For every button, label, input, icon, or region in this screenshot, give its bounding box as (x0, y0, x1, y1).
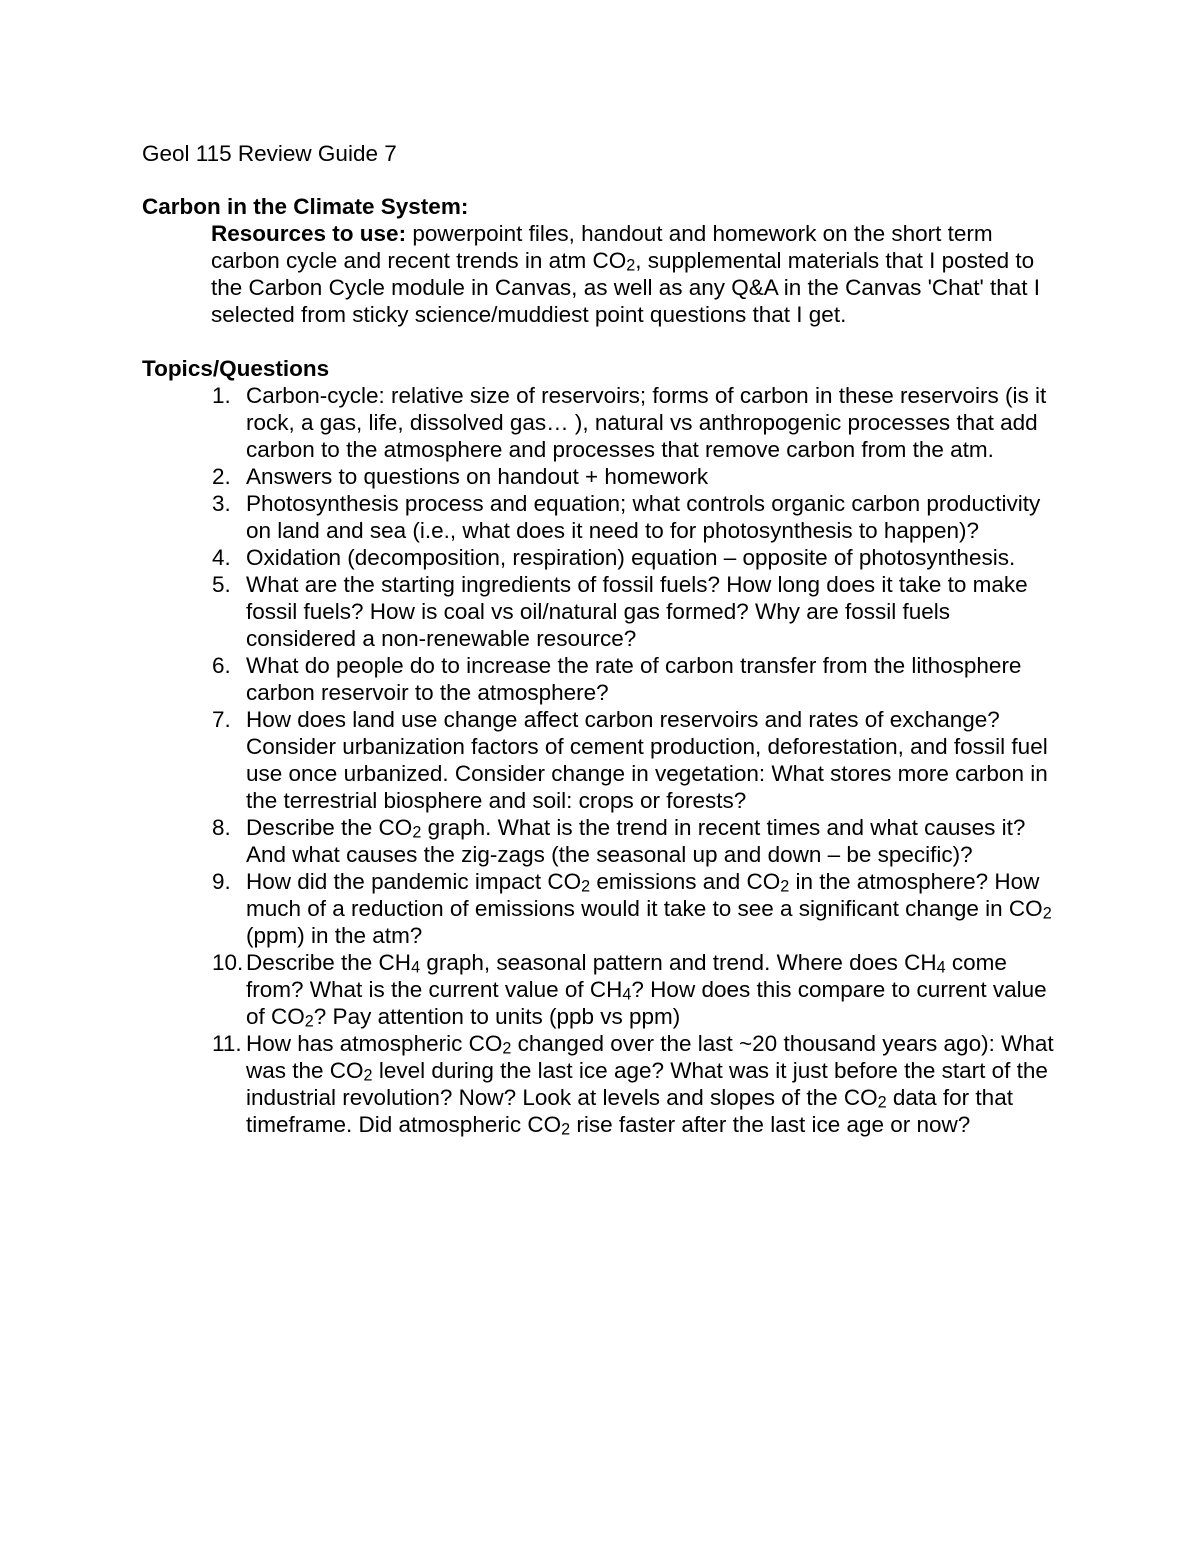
topic-text: What do people do to increase the rate of carbon transfer from the lithosphere carbon reservoir to the atmosphere? (246, 653, 1022, 705)
topic-number: 9. (212, 869, 231, 894)
topic-text: What are the starting ingredients of fossil fuels? How long does it take to make fossil fuels? How is coal vs oil/natural gas formed? Why are fossil fuels considered a non-renewable resource? (246, 572, 1028, 651)
topic-subscript: 4 (936, 958, 946, 977)
topic-text: How did the pandemic impact CO (246, 869, 582, 894)
topic-text: Describe the CO (246, 815, 413, 840)
topic-text: level during the last ice age? What was it just before the start of the industrial revolution? Now? Look at levels and slopes of the CO (246, 1058, 1048, 1110)
topic-text: in the atmosphere? How much of a reduction of emissions would it take to see a significant change in CO (246, 869, 1043, 921)
topic-number: 10. (212, 950, 244, 975)
topic-number: 8. (212, 815, 231, 840)
topic-item (142, 544, 1061, 571)
topic-text: rise faster after the last ice age or now? (570, 1112, 971, 1137)
topic-subscript: 2 (502, 1039, 512, 1058)
topic-item (142, 652, 1061, 706)
topic-number: 5. (212, 572, 231, 597)
topic-item (142, 814, 1061, 868)
topic-subscript: 4 (411, 958, 421, 977)
document-title: Geol 115 Review Guide 7 (142, 141, 397, 166)
topic-item (142, 490, 1061, 544)
topic-text: changed over the last ~20 thousand years ago): What was the CO (246, 1031, 1054, 1083)
topic-item (142, 949, 1061, 1030)
topic-number: 11. (212, 1031, 242, 1056)
topic-text: Photosynthesis process and equation; what controls organic carbon productivity on land and sea (i.e., what does it need to for photosynthesis to happen)? (246, 491, 1041, 543)
topic-subscript: 2 (780, 877, 790, 896)
topic-text: ? Pay attention to units (ppb vs ppm) (313, 1004, 681, 1029)
topic-subscript: 2 (304, 1012, 314, 1031)
topic-subscript: 4 (622, 985, 632, 1004)
topic-number: 6. (212, 653, 231, 678)
topic-text: data for that timeframe. Did atmospheric CO (246, 1085, 1013, 1137)
resources-text-part1: powerpoint files, handout and homework on the short term carbon cycle and recent trends in atm CO (211, 221, 993, 273)
topic-text: (ppm) in the atm? (246, 923, 423, 948)
topic-text: Oxidation (decomposition, respiration) equation – opposite of photosynthesis. (246, 545, 1016, 570)
topic-subscript: 2 (412, 823, 422, 842)
resources-label: Resources to use: (211, 221, 407, 246)
topic-number: 1. (212, 383, 231, 408)
topic-text: emissions and CO (590, 869, 781, 894)
topics-list (142, 382, 1072, 1138)
topic-subscript: 2 (1042, 904, 1052, 923)
topic-text: graph. What is the trend in recent times and what causes it? And what causes the zig-zags (the seasonal up and down – be specific)? (246, 815, 1026, 867)
topic-text: Carbon-cycle: relative size of reservoirs; forms of carbon in these reservoirs (is it rock, a gas, life, dissolved gas… ), natural vs anthropogenic processes that add carbon to the atmosphere and processes that remove carbon from the atm. (246, 383, 1047, 462)
topics-heading: Topics/Questions (142, 356, 330, 381)
topic-text: How has atmospheric CO (246, 1031, 503, 1056)
topic-text: ? How does this compare to current value of CO (246, 977, 1047, 1029)
resources-text-part2: , supplemental materials that I posted to the Carbon Cycle module in Canvas, as well as any Q&A in the Canvas 'Chat' that I selected from sticky science/muddiest point questions that I get. (211, 248, 1041, 327)
topic-item (142, 868, 1061, 949)
topic-item (142, 571, 1061, 652)
topic-subscript: 2 (561, 1120, 571, 1139)
topic-text: Answers to questions on handout + homework (246, 464, 709, 489)
topic-text: graph, seasonal pattern and trend. Where does CH (420, 950, 937, 975)
topic-item (142, 1030, 1061, 1138)
topic-number: 3. (212, 491, 231, 516)
topic-item (142, 382, 1061, 463)
resources-subscript: 2 (626, 256, 636, 275)
topic-number: 2. (212, 464, 231, 489)
topic-text: How does land use change affect carbon reservoirs and rates of exchange? Consider urbanization factors of cement production, deforestation, and fossil fuel use once urbanized. Consider change in vegetation: What stores more carbon in the terrestrial biosphere and soil: crops or forests? (246, 707, 1048, 813)
topic-item (142, 463, 1061, 490)
topic-subscript: 2 (581, 877, 591, 896)
document-body (142, 140, 1072, 1138)
topic-number: 4. (212, 545, 231, 570)
topic-subscript: 2 (877, 1093, 887, 1112)
resources-paragraph (211, 220, 1061, 328)
topic-text: Describe the CH (246, 950, 412, 975)
topic-item (142, 706, 1061, 814)
topic-text: come from? What is the current value of CH (246, 950, 1007, 1002)
topic-subscript: 2 (363, 1066, 373, 1085)
section-heading: Carbon in the Climate System: (142, 194, 469, 219)
topic-number: 7. (212, 707, 231, 732)
